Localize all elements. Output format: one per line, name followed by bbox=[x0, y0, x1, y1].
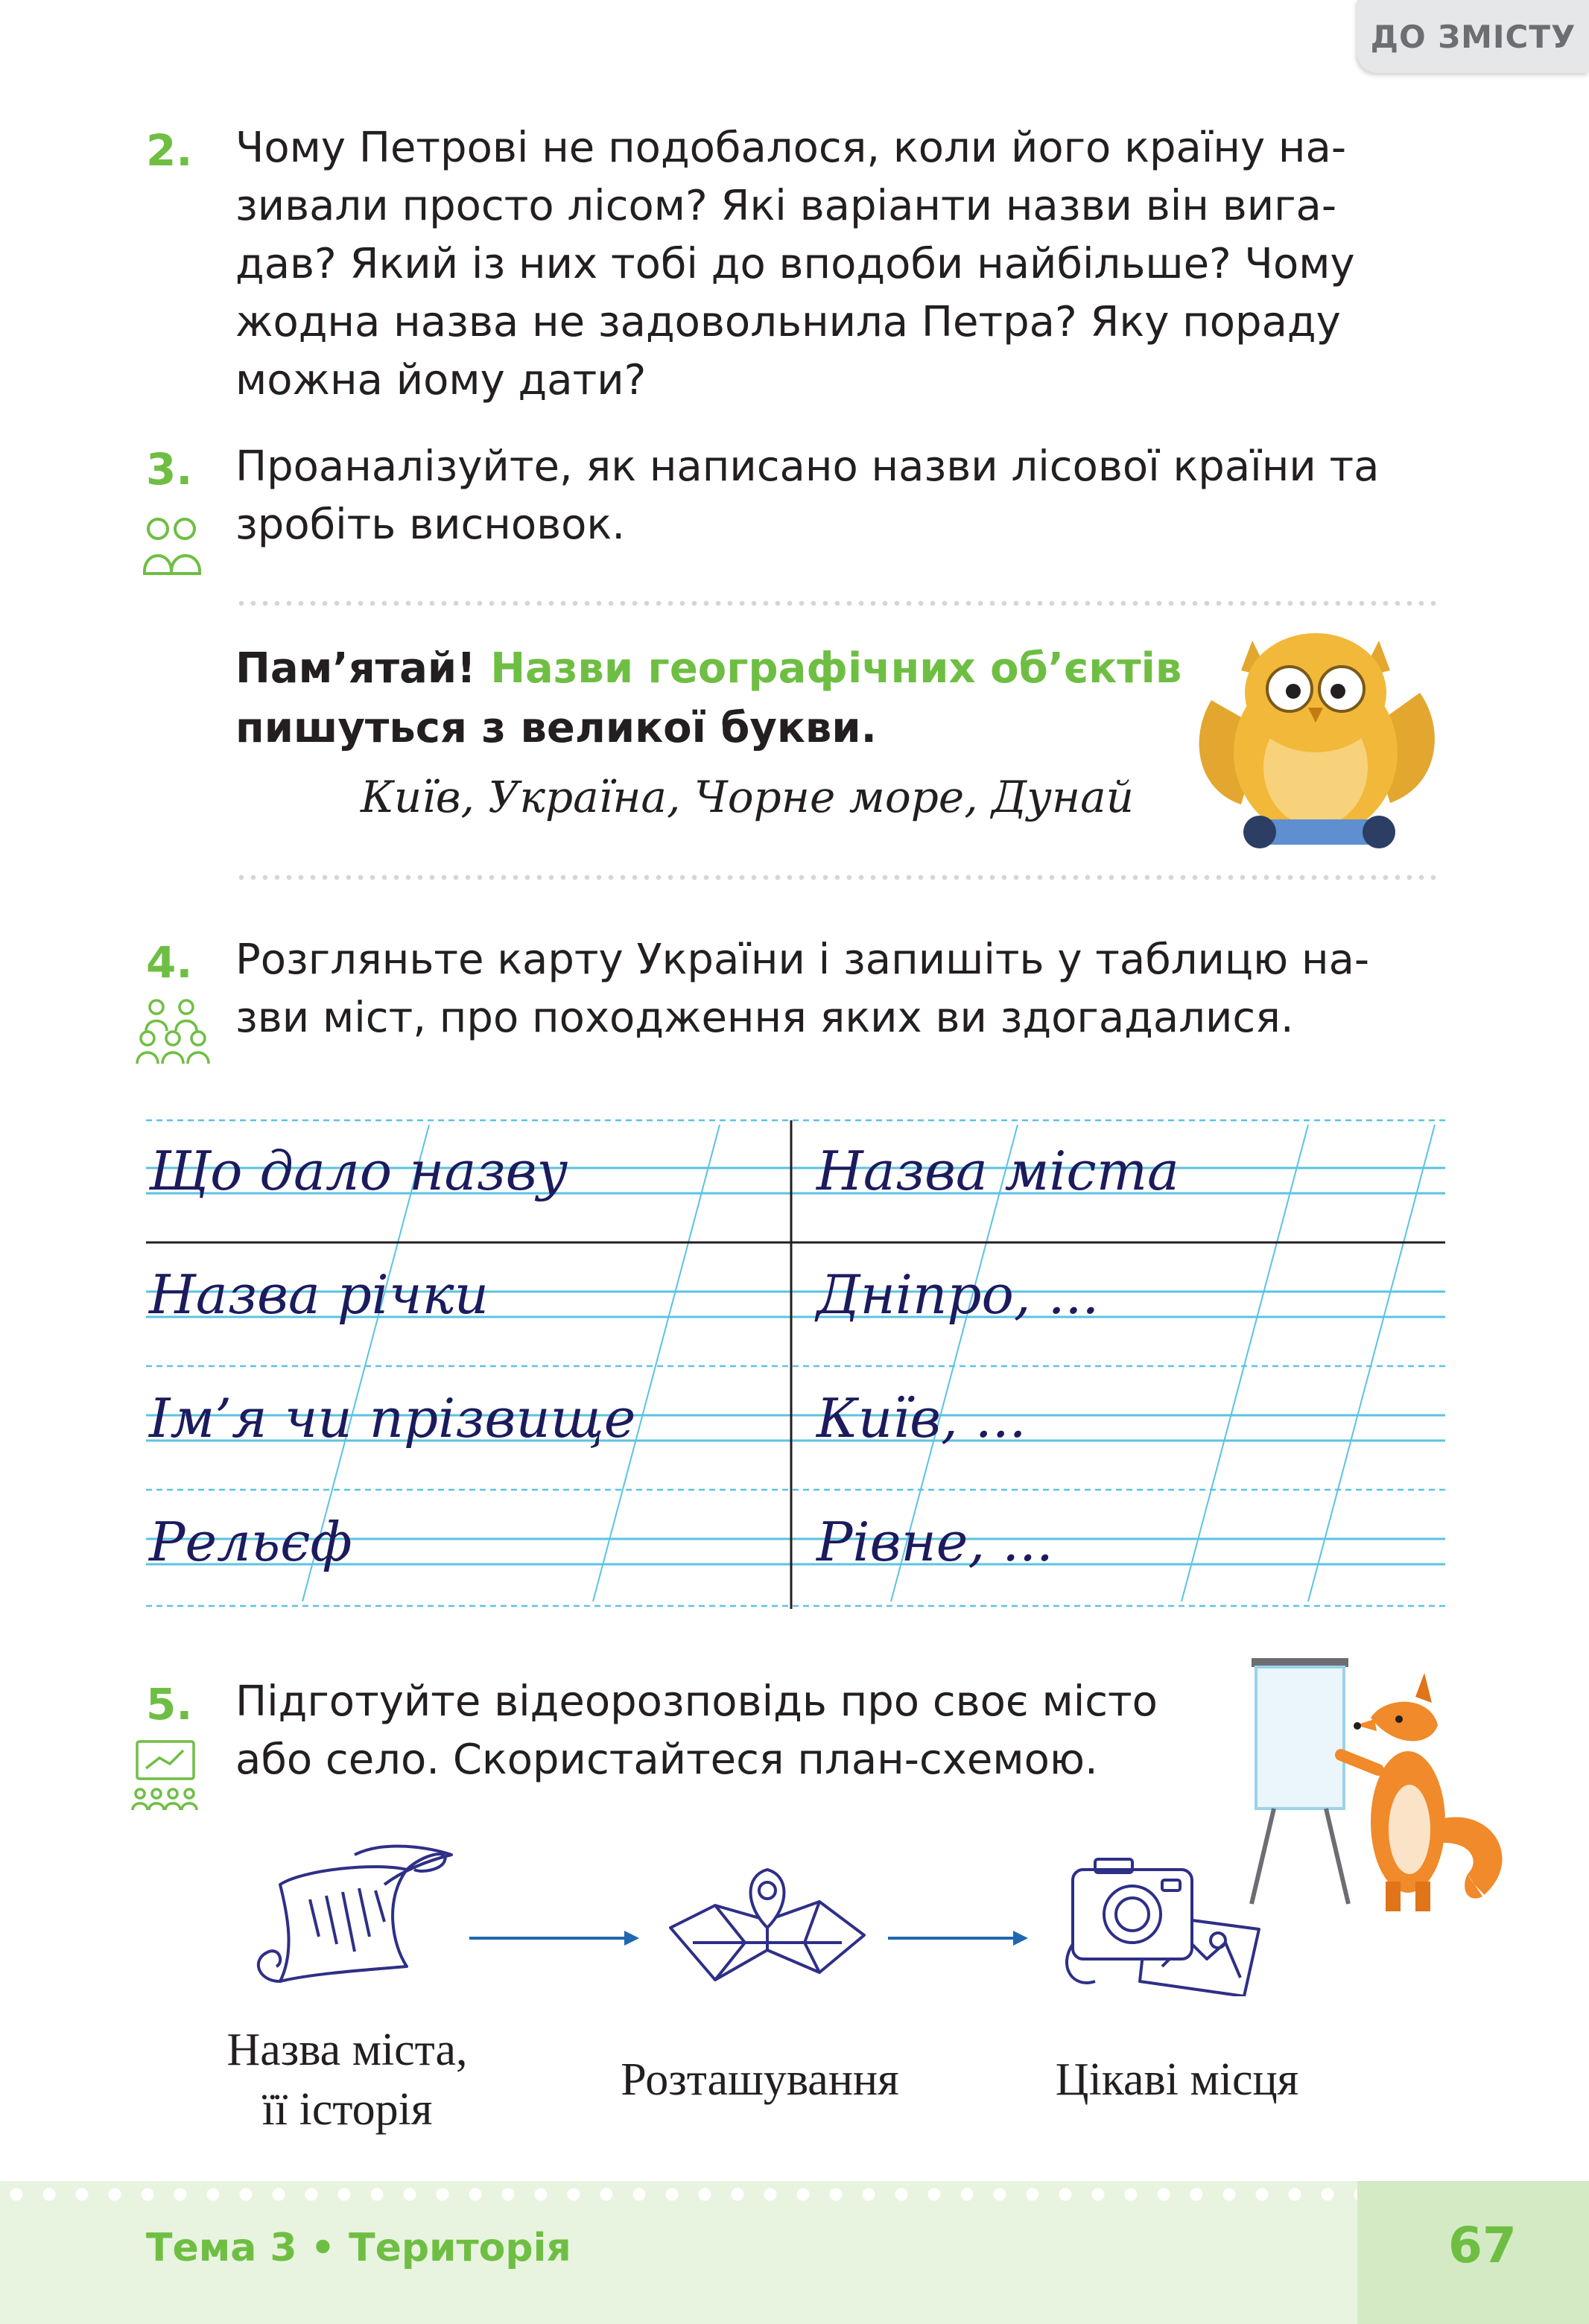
copybook-table bbox=[146, 1110, 1445, 1616]
task-5-text bbox=[235, 1673, 1249, 1789]
scroll-icon bbox=[235, 1840, 459, 1989]
task-3-line: зробіть висновок. bbox=[235, 501, 626, 549]
remember-top-border bbox=[235, 599, 1442, 608]
fox-flipchart-illustration bbox=[1244, 1651, 1527, 1919]
task-2-line: жодна назва не задовольнила Петра? Яку пораду bbox=[235, 298, 1341, 346]
task-4-text bbox=[235, 931, 1472, 1047]
task-2-line: зивали просто лісом? Які варіанти назви він вига- bbox=[235, 182, 1337, 230]
pair-work-icon bbox=[136, 514, 210, 588]
arrow-right-icon bbox=[469, 1929, 641, 1947]
remember-label: Пам’ятай! bbox=[235, 644, 476, 693]
plan-step-1-line-1: Назва міста, bbox=[226, 2025, 468, 2075]
table-cell: Дніпро, ... bbox=[816, 1263, 1100, 1326]
plan-step-3-label: Цікаві місця bbox=[1055, 2054, 1299, 2105]
camera-photo-icon bbox=[1058, 1855, 1266, 1996]
table-cell: Рівне, ... bbox=[816, 1511, 1053, 1573]
plan-step-1-line-2: її історія bbox=[261, 2084, 433, 2135]
task-4-number: 4. bbox=[146, 937, 193, 988]
remember-rule-part2: пишуться з великої букви. bbox=[235, 704, 877, 752]
arrow-right-icon bbox=[888, 1929, 1030, 1947]
task-2-number: 2. bbox=[146, 125, 193, 176]
task-2-line: можна йому дати? bbox=[235, 356, 647, 404]
footer-topic: Територія bbox=[349, 2226, 571, 2270]
toc-tab-button[interactable] bbox=[1357, 0, 1589, 73]
footer-theme bbox=[146, 2226, 571, 2270]
table-cell: Ім’я чи прізвище bbox=[149, 1387, 636, 1450]
group-work-icon bbox=[134, 997, 212, 1068]
task-5-number: 5. bbox=[146, 1679, 193, 1730]
footer-theme-number: Тема 3 bbox=[146, 2226, 297, 2270]
task-3-text bbox=[235, 438, 1472, 554]
remember-line-1 bbox=[235, 639, 1204, 699]
plan-step-2-label: Розташування bbox=[621, 2054, 899, 2105]
task-2-line: дав? Який із них тобі до вподоби найбільше? Чому bbox=[235, 240, 1355, 288]
table-cell: Київ, ... bbox=[816, 1387, 1027, 1450]
task-4-line: Розгляньте карту України і запишіть у таблицю на- bbox=[235, 936, 1370, 984]
table-header-right: Назва міста bbox=[816, 1140, 1179, 1202]
task-3-number: 3. bbox=[146, 444, 193, 495]
map-pin-icon bbox=[656, 1861, 872, 1987]
table-cell: Назва річки bbox=[149, 1263, 489, 1326]
task-2-text bbox=[235, 119, 1465, 410]
task-5-line: Підготуйте відеорозповідь про своє місто bbox=[235, 1677, 1158, 1726]
remember-examples: Київ, Україна, Чорне море, Дунай bbox=[361, 772, 1134, 822]
footer-bullet: • bbox=[310, 2226, 335, 2270]
remember-bottom-border bbox=[235, 873, 1442, 882]
plan-step-1-label bbox=[176, 2020, 518, 2139]
page-number: 67 bbox=[1448, 2217, 1517, 2274]
owl-illustration bbox=[1182, 611, 1450, 857]
remember-rule-part1: Назви географічних об’єктів bbox=[490, 644, 1182, 693]
presentation-icon bbox=[130, 1739, 201, 1813]
toc-tab-label: ДО ЗМІСТУ bbox=[1370, 18, 1576, 55]
task-4-line: зви міст, про походження яких ви здогадалися. bbox=[235, 994, 1294, 1042]
table-header-left: Що дало назву bbox=[149, 1140, 568, 1202]
task-5-line: або село. Скористайтеся план-схемою. bbox=[235, 1736, 1098, 1784]
task-3-line: Проаналізуйте, як написано назви лісової країни та bbox=[235, 442, 1380, 491]
footer-ornament bbox=[0, 2181, 1589, 2208]
table-cell: Рельєф bbox=[149, 1511, 352, 1573]
task-2-line: Чому Петрові не подобалося, коли його країну на- bbox=[235, 124, 1347, 172]
